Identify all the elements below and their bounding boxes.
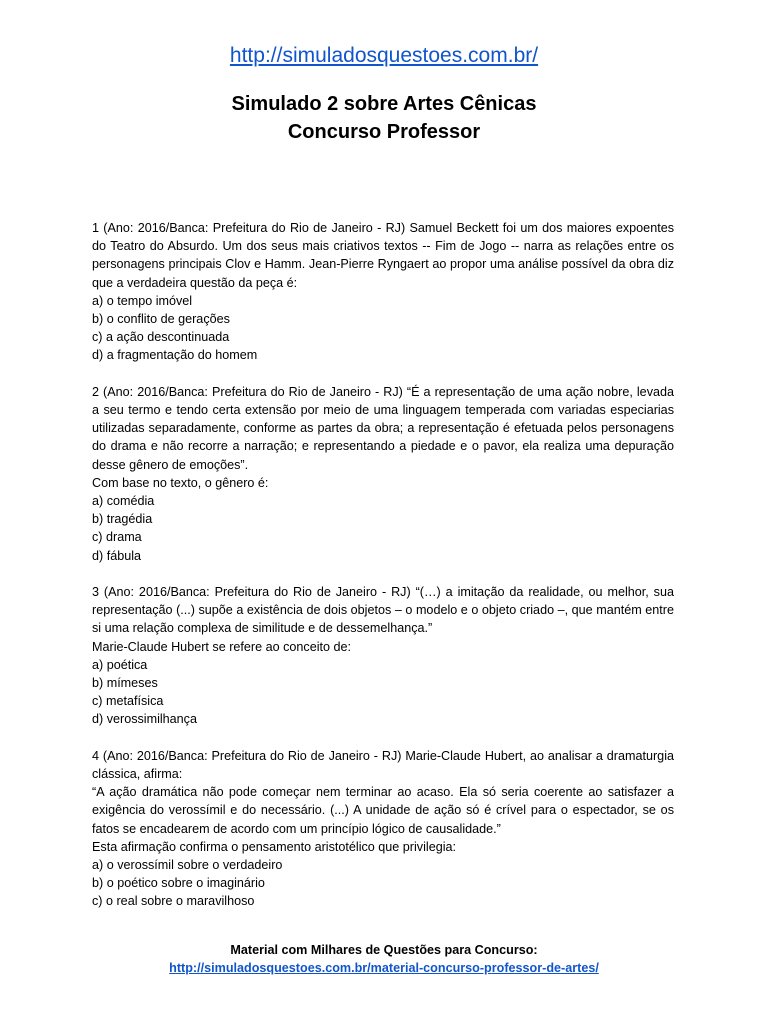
question-4 xyxy=(92,747,674,911)
option-a: a) poética xyxy=(92,657,148,672)
footer xyxy=(0,941,768,977)
question-text xyxy=(92,583,674,656)
option-c: c) drama xyxy=(92,530,142,545)
question-text xyxy=(92,747,674,856)
title-line-1: Simulado 2 sobre Artes Cênicas xyxy=(231,93,537,115)
option-c: c) o real sobre o maravilhoso xyxy=(92,894,255,909)
question-line: 2 (Ano: 2016/Banca: Prefeitura do Rio de Janeiro - RJ) “É a representação de uma ação nobre, levada a seu termo e tendo certa extensão por meio de uma linguagem temperada com variadas especiarias utilizadas separadamente, conforme as partes da obra; a representação é efetuada pelos personagens do drama e não recorre a narração; e representando a piedade e o pavor, ela realiza uma depuração desse gênero de emoções”. xyxy=(92,384,674,472)
title-line-2: Concurso Professor xyxy=(287,121,481,143)
option-b: b) o poético sobre o imaginário xyxy=(92,876,265,891)
question-3 xyxy=(92,583,674,729)
footer-link[interactable]: http://simuladosquestoes.com.br/material-concurso-professor-de-artes/ xyxy=(169,961,599,975)
document-title xyxy=(0,90,768,146)
option-b: b) tragédia xyxy=(92,512,153,527)
option-c: c) a ação descontinuada xyxy=(92,330,230,345)
question-line: 1 (Ano: 2016/Banca: Prefeitura do Rio de Janeiro - RJ) Samuel Beckett foi um dos maiores expoentes do Teatro do Absurdo. Um dos seus mais criativos textos -- Fim de Jogo -- narra as relações entre os personagens principais Clov e Hamm. Jean-Pierre Ryngaert ao propor uma análise possível da obra diz que a verdadeira questão da peça é: xyxy=(92,221,674,290)
option-d: d) verossimilhança xyxy=(92,712,197,727)
option-d: d) fábula xyxy=(92,548,142,563)
option-a: a) o tempo imóvel xyxy=(92,293,193,308)
question-line: 3 (Ano: 2016/Banca: Prefeitura do Rio de Janeiro - RJ) “(…) a imitação da realidade, ou melhor, sua representação (...) supõe a existência de dois objetos – o modelo e o objeto criado –, que mantém entre si uma relação complexa de similitude e de dessemelhança.” xyxy=(92,585,674,636)
option-a: a) o verossímil sobre o verdadeiro xyxy=(92,858,283,873)
question-text xyxy=(92,219,674,292)
option-c: c) metafísica xyxy=(92,694,164,709)
option-b: b) mímeses xyxy=(92,676,158,691)
question-line: Com base no texto, o gênero é: xyxy=(92,475,269,490)
option-b: b) o conflito de gerações xyxy=(92,312,230,327)
question-line: 4 (Ano: 2016/Banca: Prefeitura do Rio de Janeiro - RJ) Marie-Claude Hubert, ao analisar a dramaturgia clássica, afirma: xyxy=(92,748,674,782)
questions-list xyxy=(92,219,674,929)
question-line: Esta afirmação confirma o pensamento aristotélico que privilegia: xyxy=(92,839,457,854)
question-text xyxy=(92,383,674,492)
option-a: a) comédia xyxy=(92,494,155,509)
question-line: Marie-Claude Hubert se refere ao conceito de: xyxy=(92,639,352,654)
option-d: d) a fragmentação do homem xyxy=(92,348,258,363)
question-1 xyxy=(92,219,674,365)
site-link[interactable]: http://simuladosquestoes.com.br/ xyxy=(229,44,539,67)
footer-label: Material com Milhares de Questões para Concurso: xyxy=(230,943,538,957)
question-2 xyxy=(92,383,674,565)
question-line: “A ação dramática não pode começar nem terminar ao acaso. Ela só seria coerente ao satisfazer a exigência do verossímil e do necessário. (...) A unidade de ação só é crível para o espectador, se os fatos se encadearem de acordo com um princípio lógico de causalidade.” xyxy=(92,785,674,836)
